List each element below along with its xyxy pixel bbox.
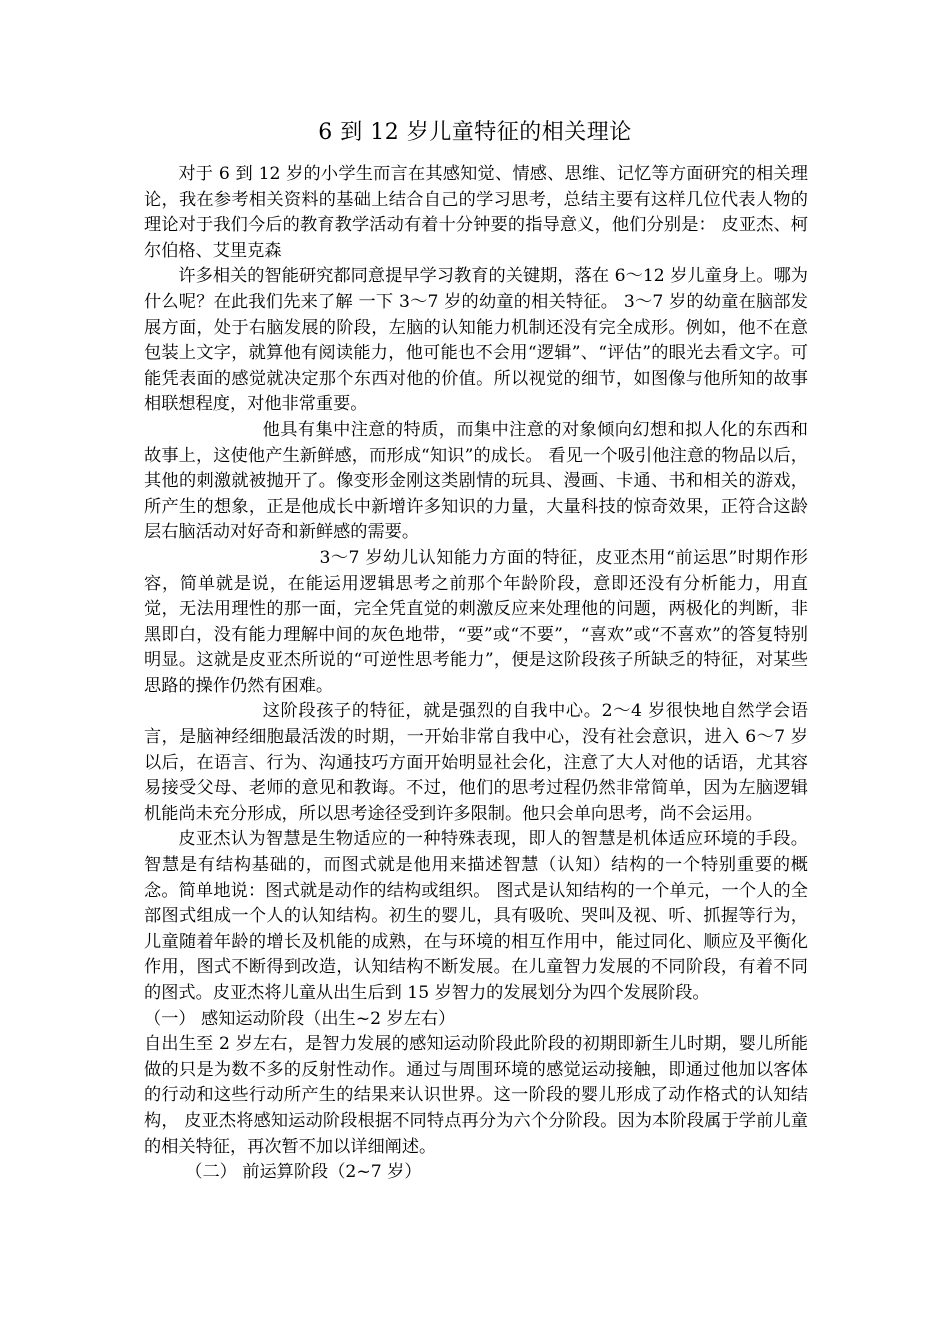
- paragraph-sensorimotor: 自出生至 2 岁左右，是智力发展的感知运动阶段此阶段的初期即新生儿时期，婴儿所能做的只是为数不多的反射性动作。通过与周围环境的感觉运动接触，即通过他加以客体的行动和这些行动所产生的结果来认识世界。这一阶段的婴儿形成了动作格式的认知结构， 皮亚杰将感知运动阶段根据不同特点再分为六个分阶段。因为本阶段属于学前儿童的相关特征，再次暂不加以详细阐述。: [144, 1034, 808, 1157]
- document-body: [144, 162, 808, 1186]
- section-heading-sensorimotor: （一） 感知运动阶段（出生~2 岁左右）: [144, 1008, 456, 1029]
- section-heading-preoperational: （二） 前运算阶段（2~7 岁）: [185, 1162, 422, 1183]
- paragraph-intro: 对于 6 到 12 岁的小学生而言在其感知觉、情感、思维、记忆等方面研究的相关理论，我在参考相关资料的基础上结合自己的学习思考，总结主要有这样几位代表人物的理论对于我们今后的教育教学活动有着十分钟要的指导意义，他们分别是： 皮亚杰、柯尔伯格、艾里克森: [144, 164, 808, 261]
- paragraph-critical-period: 许多相关的智能研究都同意提早学习教育的关键期，落在 6～12 岁儿童身上。哪为什么呢？在此我们先来了解 一下 3～7 岁的幼童的相关特征。 3～7 岁的幼童在脑部发展方面，处于右脑发展的阶段，左脑的认知能力机制还没有完全成形。例如，他不在意包装上文字，就算他有阅读能力，他可能也不会用“逻辑”、“评估”的眼光去看文字。可能凭表面的感觉就决定那个东西对他的价值。所以视觉的细节，如图像与他所知的故事相联想程度，对他非常重要。: [144, 266, 808, 415]
- paragraph-egocentrism: 这阶段孩子的特征，就是强烈的自我中心。2～4 岁很快地自然学会语言，是脑神经细胞最活泼的时期，一开始非常自我中心，没有社会意识，进入 6～7 岁以后，在语言、行为、沟通技巧方面开始明显社会化，注意了大人对他的话语，尤其容易接受父母、老师的意见和教诲。不过，他们的思考过程仍然非常简单，因为左脑逻辑机能尚未充分形成，所以思考途径受到许多限制。他只会单向思考，尚不会运用。: [144, 701, 808, 824]
- paragraph-schema: 皮亚杰认为智慧是生物适应的一种特殊表现，即人的智慧是机体适应环境的手段。智慧是有结构基础的，而图式就是他用来描述智慧（认知）结构的一个特别重要的概念。简单地说：图式就是动作的结构或组织。 图式是认知结构的一个单元，一个人的全部图式组成一个人的认知结构。初生的婴儿，具有吸吮、哭叫及视、听、抓握等行为，儿童随着年龄的增长及机能的成熟，在与环境的相互作用中，能过同化、顺应及平衡化作用，图式不断得到改造，认知结构不断发展。在儿童智力发展的不同阶段，有着不同的图式。皮亚杰将儿童从出生后到 15 岁智力的发展划分为四个发展阶段。: [144, 829, 808, 1003]
- document-title: 6 到 12 岁儿童特征的相关理论: [318, 120, 632, 145]
- paragraph-preoperational-thinking: 3～7 岁幼儿认知能力方面的特征，皮亚杰用“前运思”时期作形容，简单就是说，在能运用逻辑思考之前那个年龄阶段，意即还没有分析能力，用直觉，无法用理性的那一面，完全凭直觉的刺激反应来处理他的问题，两极化的判断，非黑即白，没有能力理解中间的灰色地带，“要”或“不要”，“喜欢”或“不喜欢”的答复特别明显。这就是皮亚杰所说的“可逆性思考能力”，便是这阶段孩子所缺乏的特征，对某些思路的操作仍然有困难。: [144, 547, 808, 696]
- paragraph-attention: 他具有集中注意的特质，而集中注意的对象倾向幻想和拟人化的东西和故事上，这使他产生新鲜感，而形成“知识”的成长。 看见一个吸引他注意的物品以后，其他的刺激就被抛开了。像变形金刚这类剧情的玩具、漫画、卡通、书和相关的游戏，所产生的想象，正是他成长中新增许多知识的力量，大量科技的惊奇效果，正符合这龄层右脑活动对好奇和新鲜感的需要。: [144, 419, 808, 543]
